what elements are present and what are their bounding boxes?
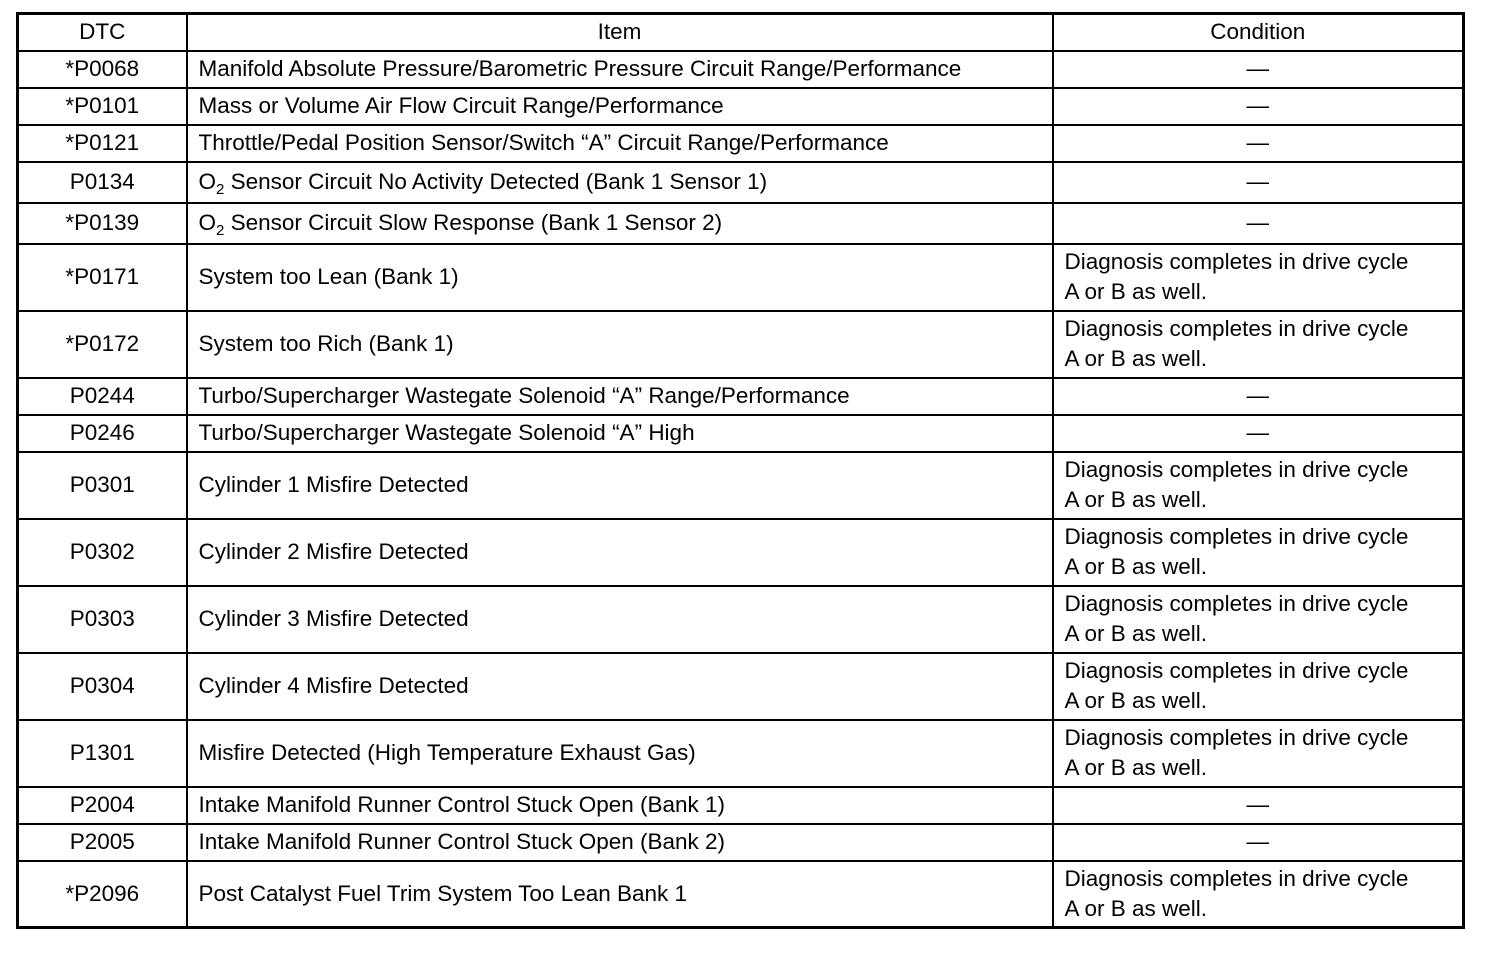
- item-subscript: 2: [216, 181, 225, 198]
- condition-line: A or B as well.: [1064, 554, 1208, 579]
- dtc-item: Turbo/Supercharger Wastegate Solenoid “A” Range/Performance: [187, 378, 1053, 415]
- condition-line: A or B as well.: [1064, 755, 1208, 780]
- dtc-condition: —: [1053, 162, 1464, 203]
- dtc-item: [187, 203, 1053, 244]
- table-row: [18, 51, 1464, 88]
- dtc-table: [16, 12, 1465, 929]
- table-row: [18, 244, 1464, 311]
- condition-line: Diagnosis completes in drive cycle: [1064, 658, 1409, 683]
- table-row: [18, 787, 1464, 824]
- table-row: [18, 378, 1464, 415]
- dtc-item: Mass or Volume Air Flow Circuit Range/Performance: [187, 88, 1053, 125]
- table-row: [18, 824, 1464, 861]
- table-row: [18, 203, 1464, 244]
- dtc-item: Cylinder 2 Misfire Detected: [187, 519, 1053, 586]
- dtc-code: *P0121: [18, 125, 187, 162]
- condition-line: Diagnosis completes in drive cycle: [1064, 725, 1409, 750]
- dtc-code: P0302: [18, 519, 187, 586]
- condition-line: A or B as well.: [1064, 346, 1208, 371]
- condition-line: A or B as well.: [1064, 621, 1208, 646]
- header-row: [18, 14, 1464, 51]
- dtc-item: Misfire Detected (High Temperature Exhaust Gas): [187, 720, 1053, 787]
- condition-line: Diagnosis completes in drive cycle: [1064, 249, 1409, 274]
- dtc-condition: —: [1053, 415, 1464, 452]
- table-row: [18, 88, 1464, 125]
- dtc-condition: —: [1053, 88, 1464, 125]
- condition-line: A or B as well.: [1064, 688, 1208, 713]
- header-condition: Condition: [1053, 14, 1464, 51]
- dtc-code: P2005: [18, 824, 187, 861]
- item-prefix: O: [198, 169, 217, 194]
- table-row: [18, 311, 1464, 378]
- table-row: [18, 861, 1464, 928]
- dtc-code: P2004: [18, 787, 187, 824]
- condition-line: Diagnosis completes in drive cycle: [1064, 316, 1409, 341]
- dtc-condition: [1053, 452, 1464, 519]
- condition-line: Diagnosis completes in drive cycle: [1064, 457, 1409, 482]
- dtc-condition: —: [1053, 824, 1464, 861]
- dtc-item: Throttle/Pedal Position Sensor/Switch “A” Circuit Range/Performance: [187, 125, 1053, 162]
- dtc-condition: —: [1053, 125, 1464, 162]
- dtc-code: P0303: [18, 586, 187, 653]
- dtc-condition: [1053, 311, 1464, 378]
- condition-line: A or B as well.: [1064, 279, 1208, 304]
- table-row: [18, 519, 1464, 586]
- dtc-code: *P0068: [18, 51, 187, 88]
- dtc-item: Manifold Absolute Pressure/Barometric Pressure Circuit Range/Performance: [187, 51, 1053, 88]
- item-text: Sensor Circuit Slow Response (Bank 1 Sensor 2): [224, 210, 723, 235]
- dtc-item: Cylinder 3 Misfire Detected: [187, 586, 1053, 653]
- dtc-item: Cylinder 4 Misfire Detected: [187, 653, 1053, 720]
- dtc-code: P0304: [18, 653, 187, 720]
- table-row: [18, 162, 1464, 203]
- dtc-condition: —: [1053, 203, 1464, 244]
- dtc-code: *P2096: [18, 861, 187, 928]
- item-subscript: 2: [216, 222, 225, 239]
- dtc-condition: —: [1053, 787, 1464, 824]
- table-row: [18, 653, 1464, 720]
- table-row: [18, 720, 1464, 787]
- condition-line: A or B as well.: [1064, 895, 1208, 921]
- dtc-code: P0246: [18, 415, 187, 452]
- header-item: Item: [187, 14, 1053, 51]
- condition-line: Diagnosis completes in drive cycle: [1064, 591, 1409, 616]
- dtc-condition: [1053, 861, 1464, 928]
- dtc-condition: [1053, 653, 1464, 720]
- dtc-code: *P0172: [18, 311, 187, 378]
- dtc-code: *P0139: [18, 203, 187, 244]
- dtc-code: P0301: [18, 452, 187, 519]
- header-dtc: DTC: [18, 14, 187, 51]
- dtc-code: P1301: [18, 720, 187, 787]
- dtc-item: System too Rich (Bank 1): [187, 311, 1053, 378]
- dtc-item: [187, 162, 1053, 203]
- dtc-item: Intake Manifold Runner Control Stuck Open (Bank 2): [187, 824, 1053, 861]
- dtc-item: Intake Manifold Runner Control Stuck Open (Bank 1): [187, 787, 1053, 824]
- item-text: Sensor Circuit No Activity Detected (Bank 1 Sensor 1): [224, 169, 768, 194]
- table-row: [18, 452, 1464, 519]
- table-row: [18, 586, 1464, 653]
- dtc-item: Cylinder 1 Misfire Detected: [187, 452, 1053, 519]
- condition-line: Diagnosis completes in drive cycle: [1064, 865, 1409, 891]
- dtc-condition: [1053, 519, 1464, 586]
- dtc-code: *P0171: [18, 244, 187, 311]
- dtc-condition: [1053, 244, 1464, 311]
- dtc-condition: [1053, 586, 1464, 653]
- item-prefix: O: [198, 210, 217, 235]
- dtc-condition: —: [1053, 51, 1464, 88]
- dtc-item: System too Lean (Bank 1): [187, 244, 1053, 311]
- table-row: [18, 415, 1464, 452]
- dtc-code: P0134: [18, 162, 187, 203]
- dtc-item: Turbo/Supercharger Wastegate Solenoid “A” High: [187, 415, 1053, 452]
- dtc-code: P0244: [18, 378, 187, 415]
- dtc-item: Post Catalyst Fuel Trim System Too Lean Bank 1: [187, 861, 1053, 928]
- table-row: [18, 125, 1464, 162]
- condition-line: Diagnosis completes in drive cycle: [1064, 524, 1409, 549]
- dtc-condition: [1053, 720, 1464, 787]
- condition-line: A or B as well.: [1064, 487, 1208, 512]
- dtc-code: *P0101: [18, 88, 187, 125]
- dtc-condition: —: [1053, 378, 1464, 415]
